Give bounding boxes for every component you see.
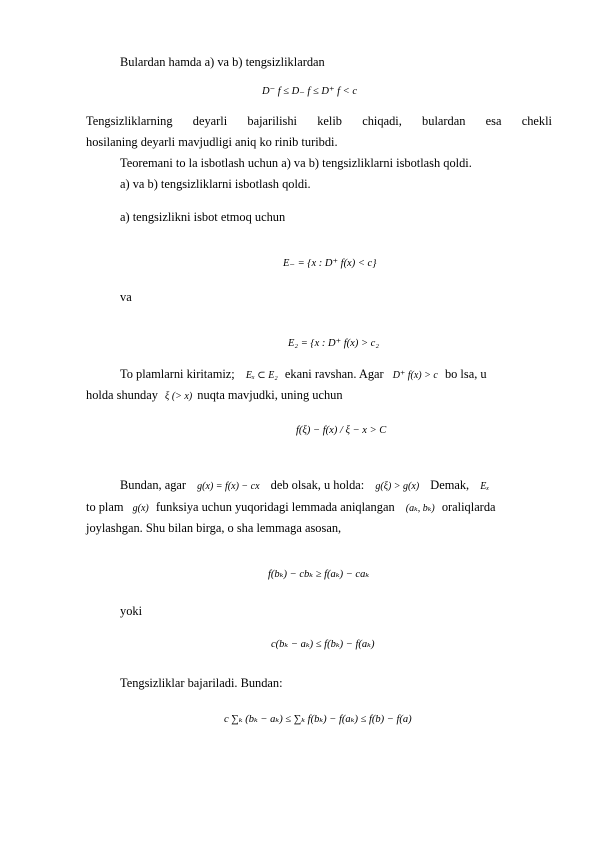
text-segment: to plam	[86, 500, 124, 514]
paragraph-line	[120, 367, 487, 383]
text-segment: funksiya uchun yuqoridagi lemmada aniqlangan	[155, 500, 395, 514]
paragraph-line: Tengsizliklarning deyarli bajarilishi kelib chiqadi, bulardan esa chekli	[86, 114, 552, 128]
inline-formula: g(x)	[132, 503, 149, 514]
paragraph-line	[86, 388, 343, 404]
formula-interval-inequality: c(bₖ − aₖ) ≤ f(bₖ) − f(aₖ)	[271, 639, 375, 650]
inline-formula: g(ξ) > g(x)	[375, 481, 420, 492]
inline-formula: Eₓ ⊂ E₂	[245, 370, 278, 381]
formula-derivative-inequality: D⁻ f ≤ D₋ f ≤ D⁺ f < c	[262, 86, 358, 97]
paragraph-line: hosilaning deyarli mavjudligi aniq ko rinib turibdi.	[86, 135, 338, 149]
text-segment: oraliqlarda	[441, 500, 496, 514]
paragraph-line: Tengsizliklar bajariladi. Bundan:	[120, 676, 283, 690]
text-segment: deb olsak, u holda:	[270, 478, 365, 492]
paragraph-line: yoki	[120, 604, 143, 618]
inline-formula: Eₓ	[480, 481, 490, 492]
paragraph-line: a) tengsizlikni isbot etmoq uchun	[120, 210, 286, 224]
inline-formula: g(x) = f(x) − cx	[197, 481, 260, 492]
paragraph-line: Teoremani to la isbotlash uchun a) va b) tengsizliklarni isbotlash qoldi.	[120, 156, 472, 170]
formula-set-e1: E₋ = {x : D⁺ f(x) < c}	[283, 258, 377, 269]
text-segment: Demak,	[430, 478, 470, 492]
formula-lemma-inequality: f(bₖ) − cbₖ ≥ f(aₖ) − caₖ	[268, 569, 370, 580]
paragraph-line: joylashgan. Shu bilan birga, o sha lemmaga asosan,	[86, 521, 342, 535]
paragraph-line	[86, 500, 496, 516]
text-segment: holda shunday	[86, 388, 158, 402]
inline-formula: ξ (> x)	[165, 391, 193, 402]
text-segment: nuqta mavjudki, uning uchun	[197, 388, 343, 402]
paragraph-line: a) va b) tengsizliklarni isbotlash qoldi.	[120, 177, 311, 191]
text-segment: Bundan, agar	[120, 478, 187, 492]
paragraph-line	[120, 478, 489, 494]
inline-formula: (aₖ, bₖ)	[405, 503, 435, 514]
formula-set-e2: E₂ = {x : D⁺ f(x) > c₂	[288, 338, 379, 349]
inline-formula: D⁺ f(x) > c	[392, 370, 438, 381]
paragraph-line: va	[120, 290, 132, 304]
paragraph-line: Bulardan hamda a) va b) tengsizliklardan	[120, 55, 325, 69]
text-segment: ekani ravshan. Agar	[284, 367, 384, 381]
text-segment: To plamlarni kiritamiz;	[120, 367, 235, 381]
formula-difference-quotient: f(ξ) − f(x) / ξ − x > C	[296, 425, 387, 436]
formula-sum-inequality: c ∑ₖ (bₖ − aₖ) ≤ ∑ₖ f(bₖ) − f(aₖ) ≤ f(b) − f(a)	[224, 714, 412, 725]
text-segment: bo lsa, u	[444, 367, 487, 381]
